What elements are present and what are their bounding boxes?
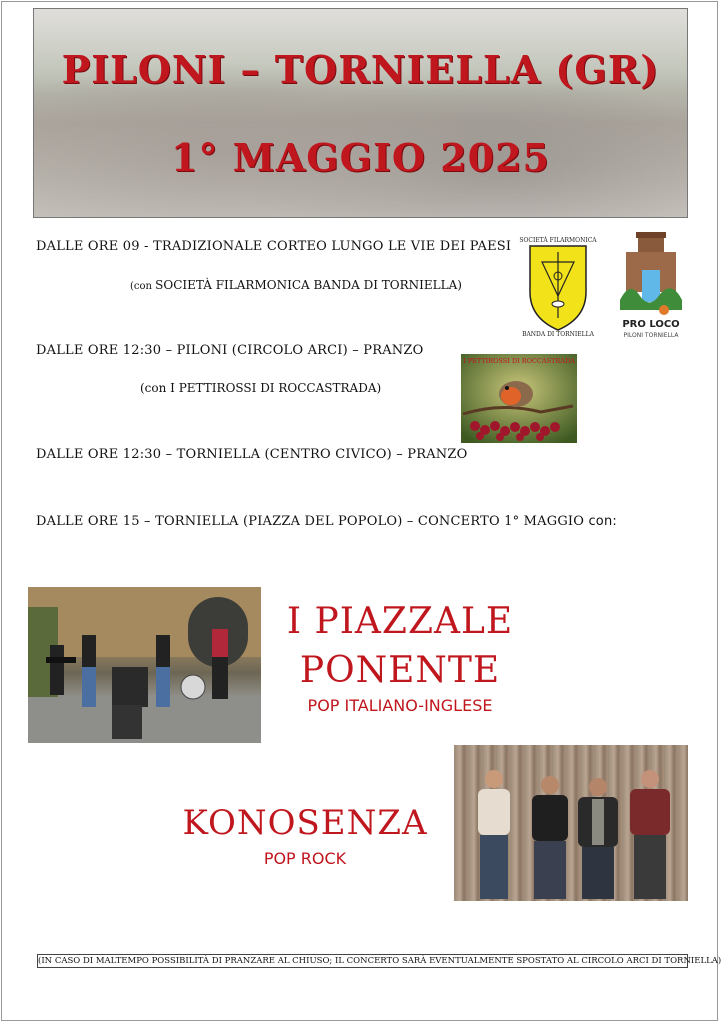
band1-photo	[28, 587, 261, 743]
event-date: 1° MAGGIO 2025	[171, 135, 550, 180]
filarmonica-text-bottom: BANDA DI TORNIELLA	[522, 331, 594, 338]
program-item-2-sub: (con I PETTIROSSI DI ROCCASTRADA)	[140, 381, 382, 395]
program-item-4	[36, 514, 617, 529]
weather-note: (IN CASO DI MALTEMPO POSSIBILITÀ DI PRANZARE AL CHIUSO; IL CONCERTO SARÀ EVENTUALMENTE SPOSTATO AL CIRCOLO ARCI DI TORNIELLA)	[38, 956, 721, 966]
program-item-2: DALLE ORE 12:30 – PILONI (CIRCOLO ARCI) – PRANZO	[36, 343, 424, 358]
pro-loco-logo	[616, 230, 686, 342]
program-item-1-sub	[130, 278, 462, 292]
band1-name-line1: I PIAZZALE	[286, 601, 514, 642]
program-item-4-suffix: con:	[584, 514, 617, 529]
program-item-1-sub-prefix: (con	[130, 281, 156, 292]
band1-name-line2: PONENTE	[299, 650, 501, 691]
program-item-4-text: DALLE ORE 15 – TORNIELLA (PIAZZA DEL POPOLO) – CONCERTO 1° MAGGIO	[36, 514, 585, 529]
band2-genre: POP ROCK	[263, 849, 347, 868]
band2-photo	[454, 745, 688, 901]
program-item-3: DALLE ORE 12:30 – TORNIELLA (CENTRO CIVICO) – PRANZO	[36, 447, 468, 462]
pettirossi-banner-text: I PETTIROSSI DI ROCCASTRADA	[463, 357, 575, 365]
pettirossi-image	[461, 354, 577, 443]
pro-loco-sub: PILONI TORNIELLA	[623, 332, 679, 339]
pro-loco-label: PRO LOCO	[622, 319, 680, 330]
program-item-1-sub-text: SOCIETÀ FILARMONICA BANDA DI TORNIELLA)	[155, 278, 462, 292]
band2-name: KONOSENZA	[182, 803, 428, 843]
filarmonica-text-top: SOCIETÀ FILARMONICA	[519, 237, 597, 244]
header-banner	[33, 8, 688, 218]
program-item-1: DALLE ORE 09 - TRADIZIONALE CORTEO LUNGO LE VIE DEI PAESI	[36, 239, 512, 254]
band1-genre: POP ITALIANO-INGLESE	[307, 696, 493, 715]
event-title: PILONI – TORNIELLA (GR)	[61, 47, 660, 92]
filarmonica-logo	[519, 232, 597, 338]
